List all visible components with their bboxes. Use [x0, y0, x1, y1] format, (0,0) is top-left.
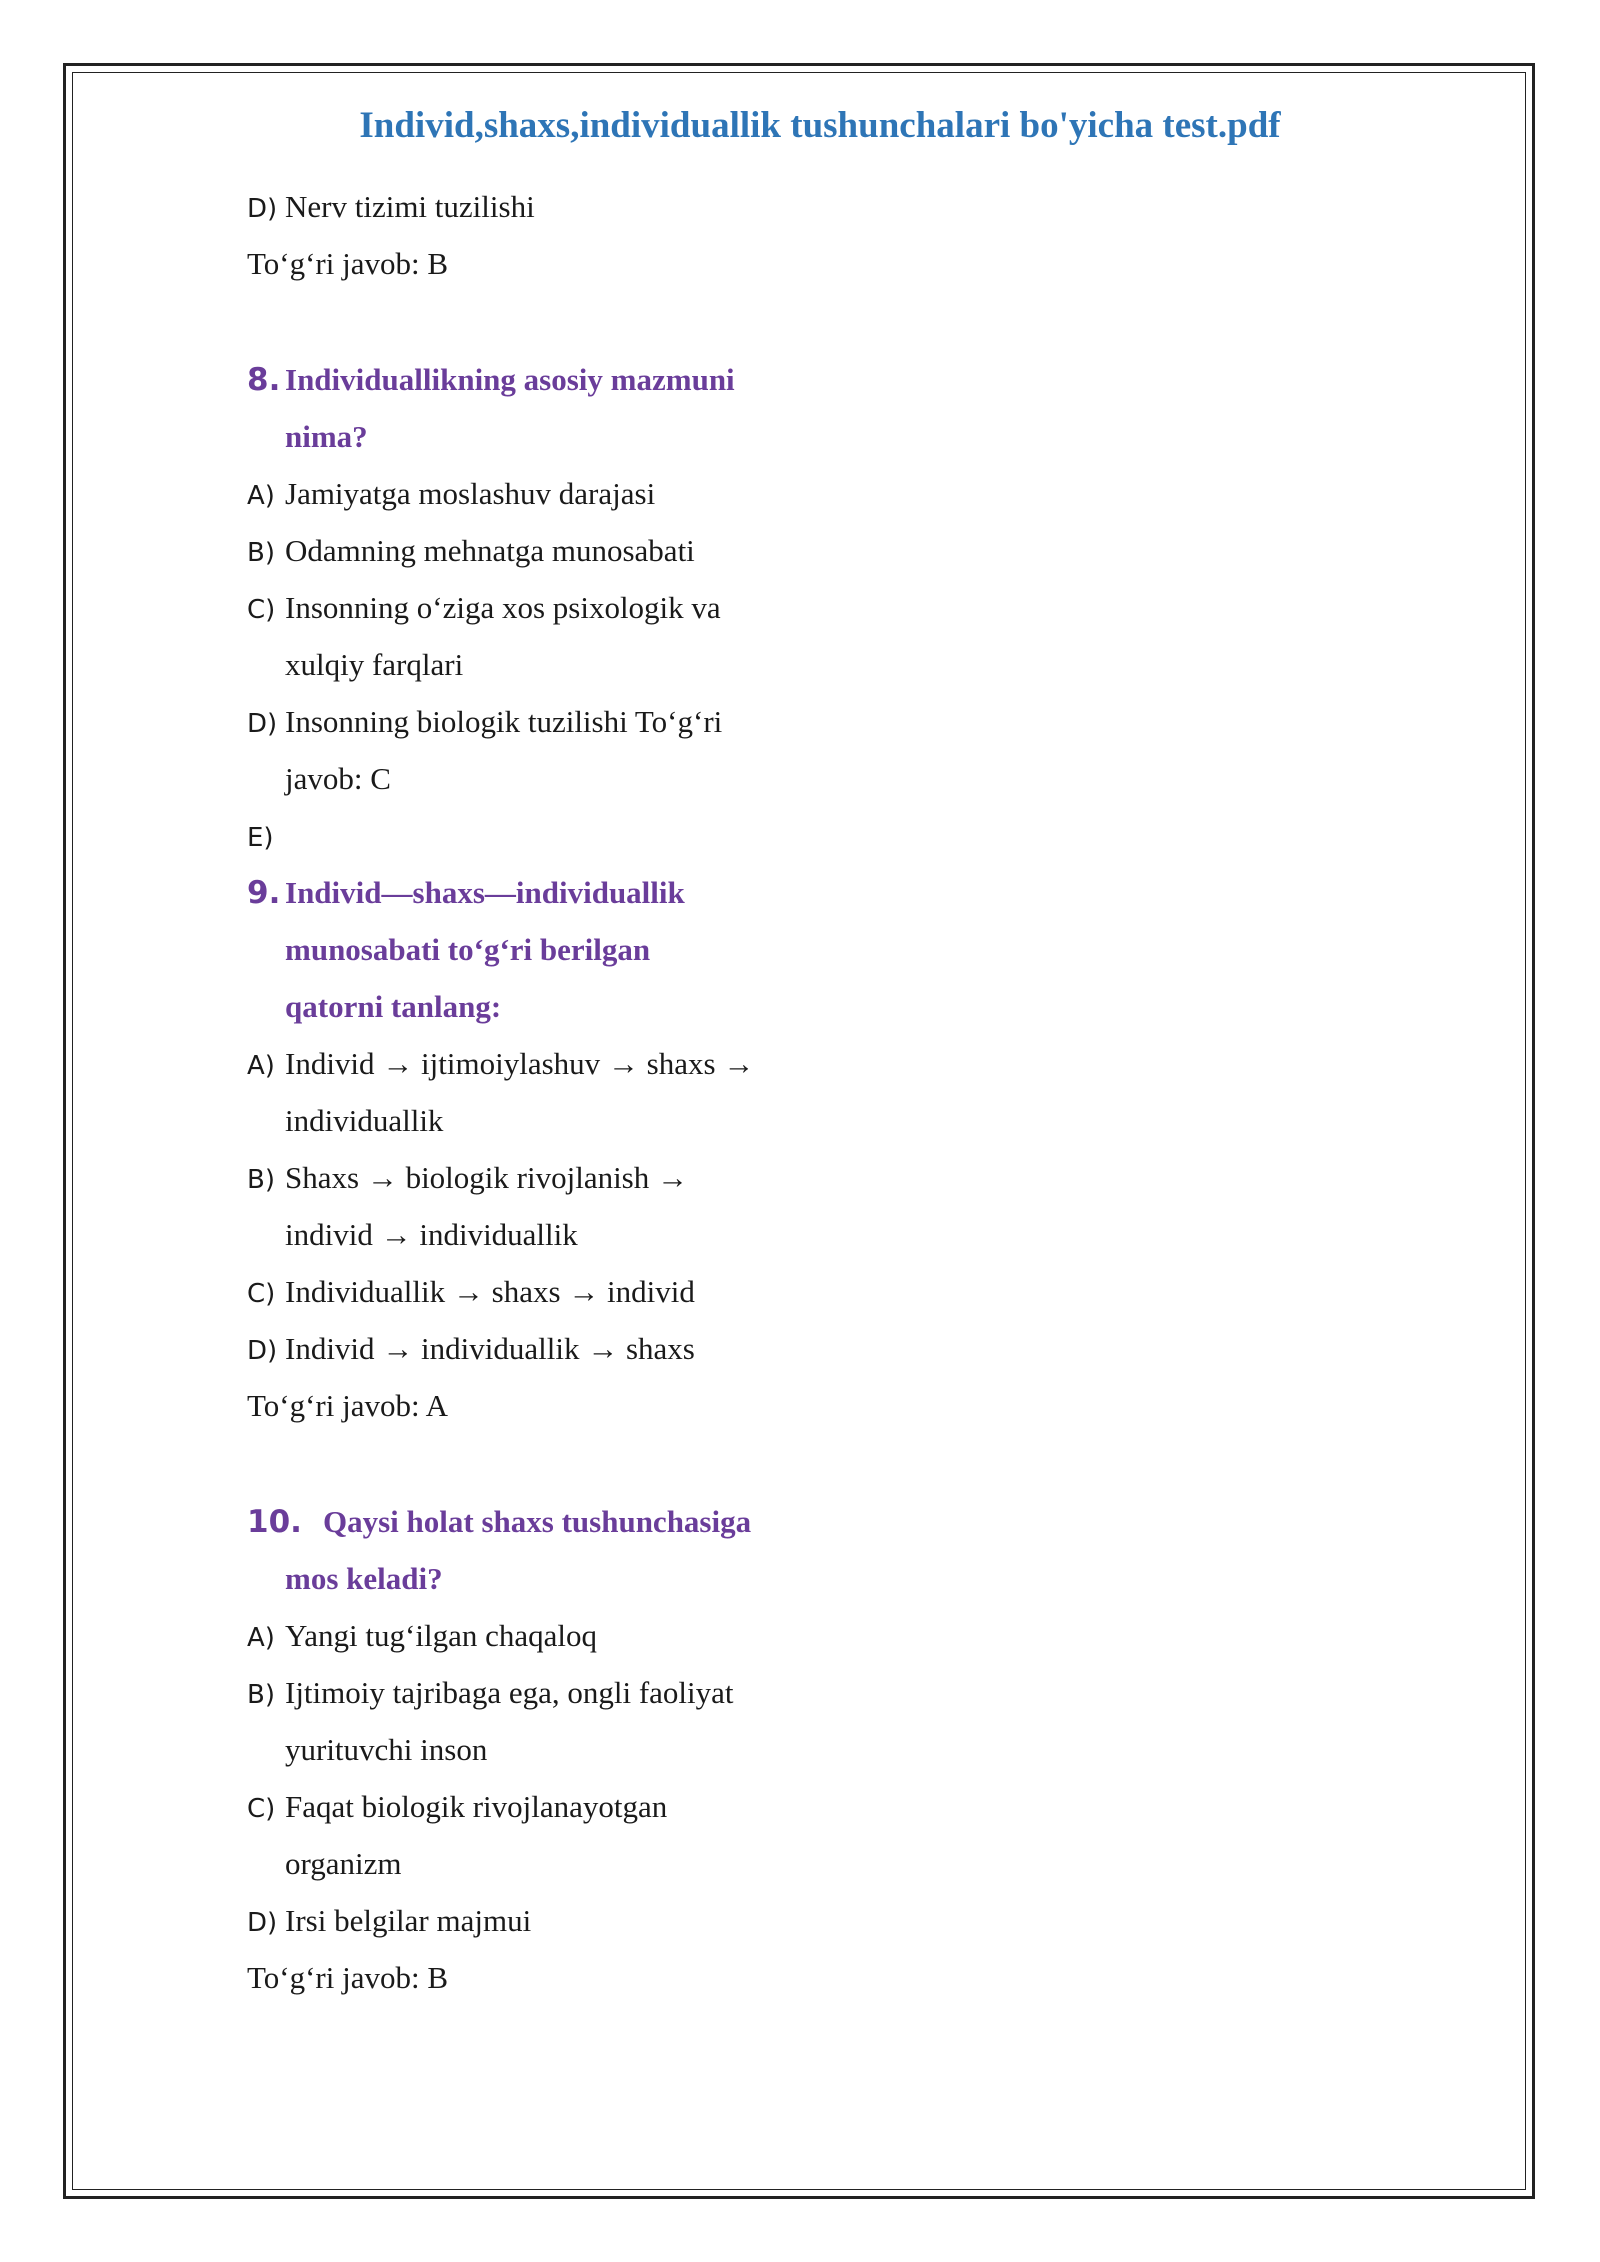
option-d-cont: javob: C [285, 761, 391, 796]
option-letter: D) [247, 1908, 278, 1938]
option-letter: B) [247, 1680, 275, 1710]
question-8 [247, 351, 827, 864]
option-text: Shaxs → biologik rivojlanish → [285, 1160, 688, 1195]
option-b [247, 1149, 827, 1206]
option-text: Nerv tizimi tuzilishi [285, 189, 535, 224]
option-letter: C) [247, 1279, 276, 1309]
option-letter: D) [247, 709, 278, 739]
option-text: Odamning mehnatga munosabati [285, 533, 695, 568]
option-text: Ijtimoiy tajribaga ega, ongli faoliyat [285, 1675, 734, 1710]
option-text: Individ → ijtimoiylashuv → shaxs → [285, 1046, 755, 1081]
question-text-cont: nima? [285, 419, 368, 454]
option-b [247, 1664, 827, 1721]
option-c-cont: xulqiy farqlari [285, 647, 464, 682]
option-text: Individuallik → shaxs → individ [285, 1274, 695, 1309]
question-heading [247, 864, 827, 921]
question-text: Individ—shaxs—individuallik [285, 875, 685, 910]
question-text-cont: munosabati to‘g‘ri berilgan [285, 932, 651, 967]
option-b [247, 522, 827, 579]
option-a [247, 1035, 827, 1092]
option-c [247, 579, 827, 636]
option-b-cont: individ → individuallik [285, 1217, 578, 1252]
question-text-cont: mos keladi? [285, 1561, 443, 1596]
option-letter: E) [247, 823, 274, 853]
option-letter: A) [247, 481, 275, 511]
option-letter: A) [247, 1623, 275, 1653]
option-c [247, 1263, 827, 1320]
document-title: Individ,shaxs,individuallik tushunchalari bo'yicha test.pdf [359, 105, 1281, 146]
question-heading [247, 1493, 827, 1550]
option-text: Irsi belgilar majmui [285, 1903, 532, 1938]
option-letter: D) [247, 194, 278, 224]
option-d [247, 1892, 827, 1949]
option-text: Insonning biologik tuzilishi To‘g‘ri [285, 704, 723, 739]
question-number: 10. [247, 1504, 302, 1540]
question-10 [247, 1493, 827, 2006]
option-letter: A) [247, 1051, 275, 1081]
option-a-cont: individuallik [285, 1103, 444, 1138]
answer: To‘g‘ri javob: B [247, 1960, 449, 1995]
option-e [247, 807, 827, 864]
question-number: 8. [247, 362, 281, 398]
option-a [247, 465, 827, 522]
question-text-cont: qatorni tanlang: [285, 989, 502, 1024]
prev-option-d [247, 178, 827, 235]
option-letter: C) [247, 595, 276, 625]
option-text: Faqat biologik rivojlanayotgan [285, 1789, 668, 1824]
prev-answer: To‘g‘ri javob: B [247, 246, 449, 281]
question-9 [247, 864, 827, 1434]
document-body [247, 178, 827, 2006]
option-letter: B) [247, 538, 275, 568]
option-c-cont: organizm [285, 1846, 402, 1881]
answer: To‘g‘ri javob: A [247, 1388, 449, 1423]
option-b-cont: yurituvchi inson [285, 1732, 488, 1767]
option-letter: C) [247, 1794, 276, 1824]
option-text: Individ → individuallik → shaxs [285, 1331, 695, 1366]
question-text: Qaysi holat shaxs tushunchasiga [323, 1504, 752, 1539]
option-text: Jamiyatga moslashuv darajasi [285, 476, 656, 511]
option-a [247, 1607, 827, 1664]
question-heading [247, 351, 827, 408]
option-d [247, 693, 827, 750]
question-text: Individuallikning asosiy mazmuni [285, 362, 735, 397]
option-text: Yangi tug‘ilgan chaqaloq [285, 1618, 597, 1653]
option-letter: D) [247, 1336, 278, 1366]
option-letter: B) [247, 1165, 275, 1195]
option-d [247, 1320, 827, 1377]
option-c [247, 1778, 827, 1835]
option-text: Insonning o‘ziga xos psixologik va [285, 590, 721, 625]
question-number: 9. [247, 875, 281, 911]
